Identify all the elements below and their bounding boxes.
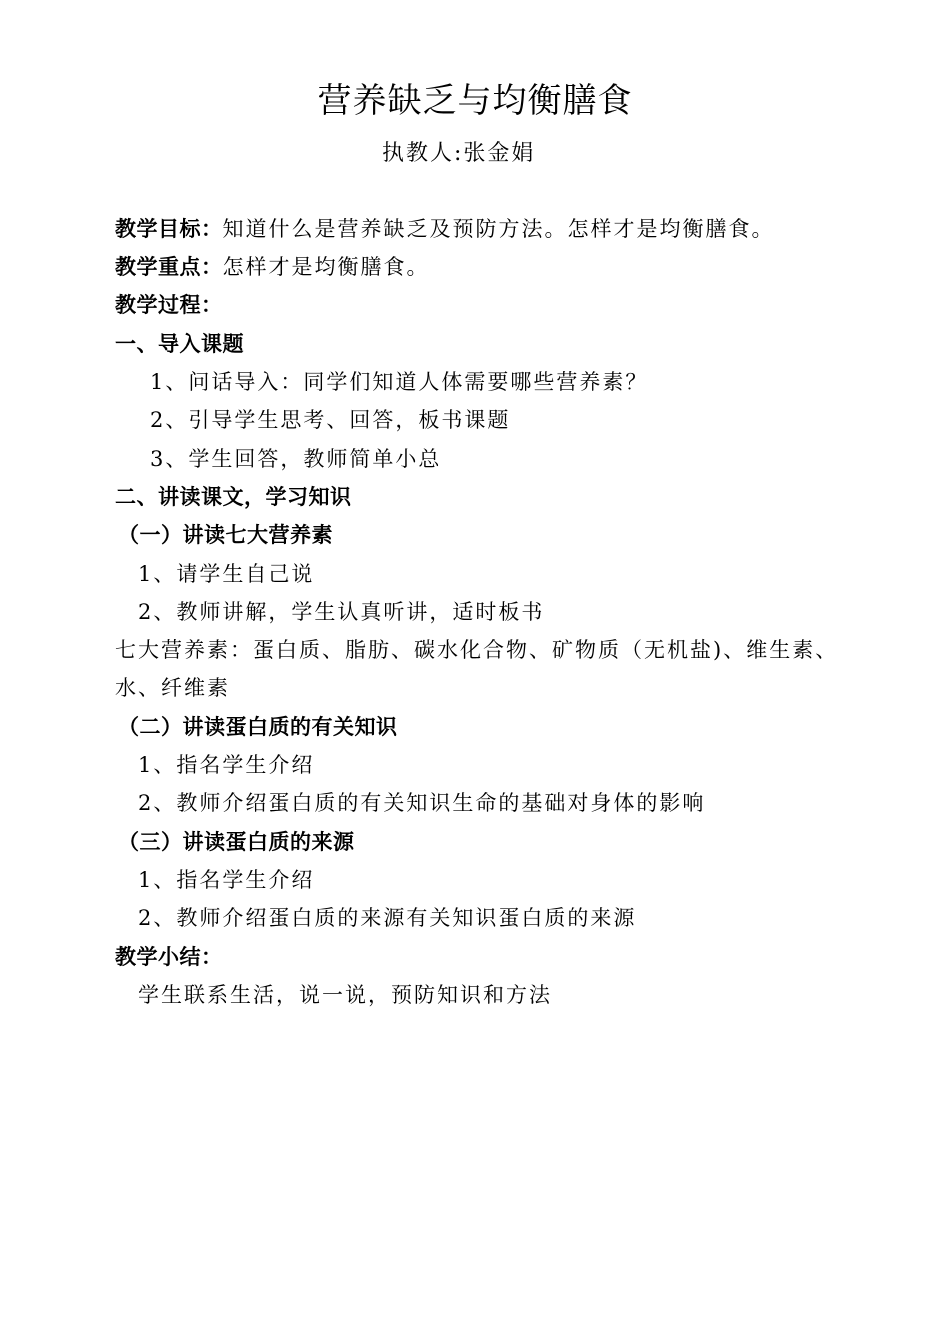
objective-text: 知道什么是营养缺乏及预防方法。怎样才是均衡膳食。 bbox=[222, 217, 775, 241]
part2-item-2: 2、教师介绍蛋白质的有关知识生命的基础对身体的影响 bbox=[138, 791, 706, 815]
section2-heading: 二、讲读课文，学习知识 bbox=[115, 485, 352, 509]
part1-item-2: 2、教师讲解，学生认真听讲，适时板书 bbox=[138, 600, 545, 624]
part1-item-1: 1、请学生自己说 bbox=[138, 562, 315, 586]
summary-label: 教学小结： bbox=[115, 945, 223, 969]
section1-item-3: 3、学生回答，教师简单小总 bbox=[150, 447, 442, 471]
keypoint-line bbox=[115, 252, 430, 282]
keypoint-label: 教学重点： bbox=[115, 255, 223, 279]
section1-heading: 一、导入课题 bbox=[115, 332, 244, 356]
nutrients-line-2: 水、纤维素 bbox=[115, 676, 230, 700]
objective-label: 教学目标： bbox=[115, 217, 223, 241]
document-title: 营养缺乏与均衡膳食 bbox=[317, 81, 633, 121]
process-label: 教学过程： bbox=[115, 293, 223, 317]
part2-item-1: 1、指名学生介绍 bbox=[138, 753, 315, 777]
part3-item-1: 1、指名学生介绍 bbox=[138, 868, 315, 892]
summary-text: 学生联系生活，说一说，预防知识和方法 bbox=[138, 983, 552, 1007]
part3-item-2: 2、教师介绍蛋白质的来源有关知识蛋白质的来源 bbox=[138, 906, 637, 930]
nutrients-line-1: 七大营养素：蛋白质、脂肪、碳水化合物、矿物质（无机盐)、维生素、 bbox=[115, 638, 839, 662]
part2-heading: （二）讲读蛋白质的有关知识 bbox=[118, 715, 398, 739]
part3-heading: （三）讲读蛋白质的来源 bbox=[118, 830, 355, 854]
section1-item-2: 2、引导学生思考、回答，板书课题 bbox=[150, 408, 511, 432]
objective-line bbox=[115, 214, 775, 244]
section1-item-1: 1、问话导入：同学们知道人体需要哪些营养素？ bbox=[150, 370, 649, 394]
document-author: 执教人:张金娟 bbox=[382, 141, 536, 166]
keypoint-text: 怎样才是均衡膳食。 bbox=[222, 255, 430, 279]
part1-heading: （一）讲读七大营养素 bbox=[118, 523, 333, 547]
